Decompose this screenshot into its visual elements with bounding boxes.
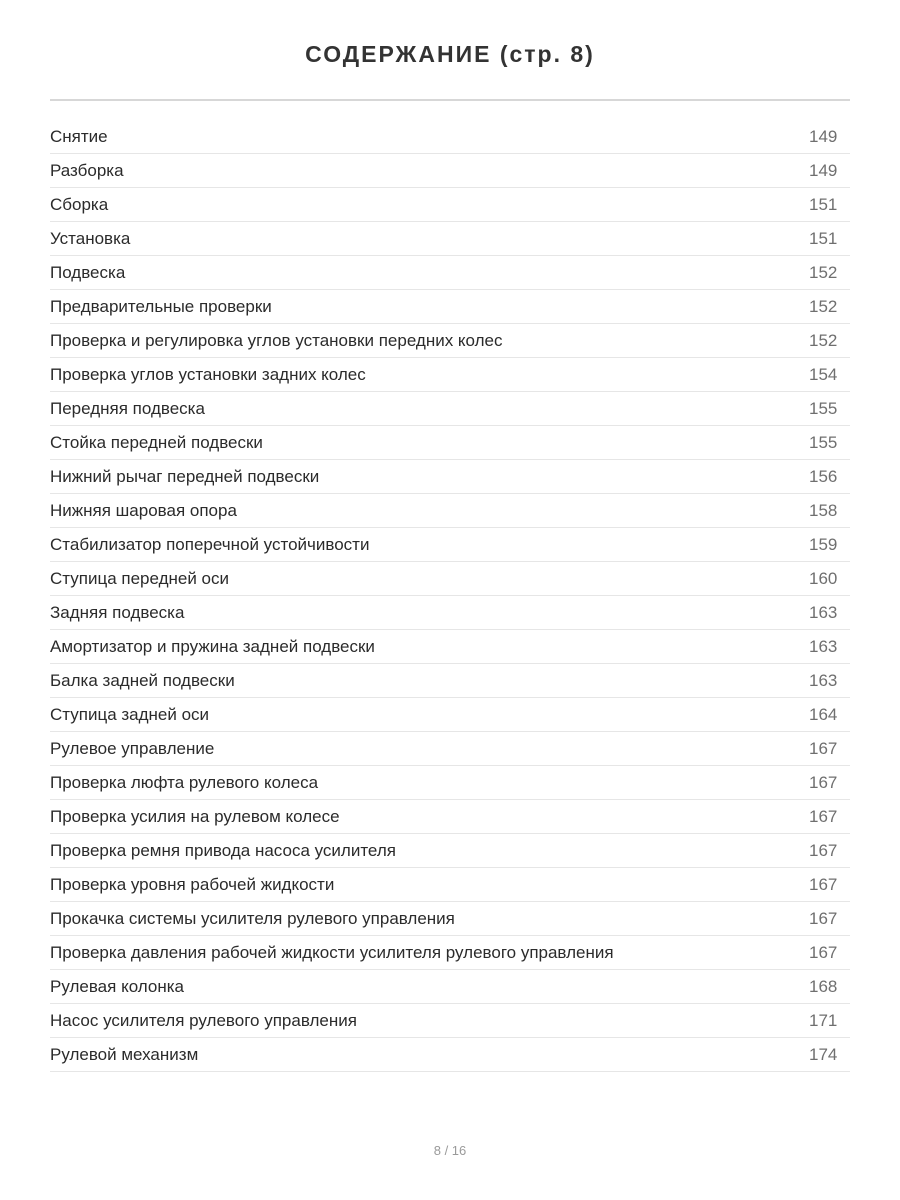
toc-entry-page: 167 [809,772,838,792]
toc-entry-page: 151 [809,194,838,214]
toc-entry-label: Задняя подвеска [50,602,185,622]
toc-entry-label: Установка [50,228,131,248]
toc-entry[interactable] [50,902,850,936]
toc-entry-page: 149 [809,126,838,146]
toc-entry-page: 152 [809,262,838,282]
title-divider [50,99,850,101]
toc-entry-label: Ступица передней оси [50,568,229,588]
toc-entry[interactable] [50,188,850,222]
toc-entry-page: 156 [809,466,838,486]
toc-entry[interactable] [50,630,850,664]
toc-entry-page: 163 [809,602,838,622]
toc-entry-label: Передняя подвеска [50,398,205,418]
toc-entry[interactable] [50,426,850,460]
toc-entry-label: Ступица задней оси [50,704,210,724]
toc-entry[interactable] [50,732,850,766]
toc-entry-page: 160 [809,568,838,588]
toc-entry[interactable] [50,766,850,800]
toc-entry-label: Проверка углов установки задних колес [50,364,366,384]
toc-entry-label: Разборка [50,160,124,180]
toc-entry[interactable] [50,698,850,732]
toc-entry[interactable] [50,358,850,392]
toc-entry-page: 167 [809,738,838,758]
page-title: СОДЕРЖАНИЕ (стр. 8) [305,41,595,67]
toc-entry-label: Амортизатор и пружина задней подвески [50,636,375,656]
toc-entry[interactable] [50,528,850,562]
toc-entry[interactable] [50,324,850,358]
table-of-contents [50,120,850,1072]
toc-entry-label: Предварительные проверки [50,296,272,316]
toc-entry-label: Нижняя шаровая опора [50,500,237,520]
toc-entry[interactable] [50,596,850,630]
page-indicator: 8 / 16 [433,1143,467,1158]
toc-entry-page: 159 [809,534,838,554]
toc-entry-page: 151 [809,228,838,248]
toc-entry-label: Прокачка системы усилителя рулевого управления [50,908,455,928]
toc-entry-page: 152 [809,296,838,316]
toc-entry[interactable] [50,970,850,1004]
toc-entry-page: 149 [809,160,838,180]
toc-entry[interactable] [50,460,850,494]
toc-entry-page: 168 [809,976,838,996]
toc-entry-page: 152 [809,330,838,350]
toc-entry-page: 154 [809,364,838,384]
toc-entry-label: Нижний рычаг передней подвески [50,466,320,486]
toc-entry-label: Рулевой механизм [50,1044,199,1064]
toc-entry[interactable] [50,154,850,188]
toc-entry-label: Стойка передней подвески [50,432,263,452]
toc-entry-label: Сборка [50,194,109,214]
toc-entry[interactable] [50,120,850,154]
toc-entry[interactable] [50,256,850,290]
toc-entry-label: Проверка люфта рулевого колеса [50,772,319,792]
toc-entry[interactable] [50,834,850,868]
toc-entry-page: 155 [809,398,838,418]
toc-entry-label: Рулевая колонка [50,976,184,996]
toc-entry-page: 167 [809,874,838,894]
toc-entry[interactable] [50,222,850,256]
toc-entry-label: Проверка и регулировка углов установки передних колес [50,330,503,350]
toc-entry-page: 167 [809,806,838,826]
toc-entry-page: 155 [809,432,838,452]
toc-entry-page: 158 [809,500,838,520]
toc-entry[interactable] [50,1038,850,1072]
toc-entry-page: 167 [809,840,838,860]
toc-entry-label: Подвеска [50,262,126,282]
toc-entry[interactable] [50,290,850,324]
toc-entry-label: Рулевое управление [50,738,215,758]
toc-entry-label: Проверка уровня рабочей жидкости [50,874,335,894]
toc-entry-label: Проверка усилия на рулевом колесе [50,806,340,826]
toc-entry[interactable] [50,936,850,970]
toc-entry-label: Снятие [50,126,108,146]
toc-entry-page: 167 [809,942,838,962]
toc-entry[interactable] [50,392,850,426]
toc-entry[interactable] [50,494,850,528]
toc-entry[interactable] [50,1004,850,1038]
toc-entry-label: Проверка давления рабочей жидкости усилителя рулевого управления [50,942,614,962]
toc-entry-label: Проверка ремня привода насоса усилителя [50,840,396,860]
toc-entry-page: 174 [809,1044,838,1064]
toc-entry-label: Стабилизатор поперечной устойчивости [50,534,370,554]
toc-entry-label: Насос усилителя рулевого управления [50,1010,357,1030]
toc-entry-page: 167 [809,908,838,928]
toc-entry-label: Балка задней подвески [50,670,235,690]
toc-entry[interactable] [50,868,850,902]
toc-entry[interactable] [50,664,850,698]
toc-entry-page: 163 [809,636,838,656]
toc-entry-page: 164 [809,704,838,724]
toc-entry-page: 171 [809,1010,838,1030]
toc-entry[interactable] [50,800,850,834]
toc-entry-page: 163 [809,670,838,690]
toc-entry[interactable] [50,562,850,596]
